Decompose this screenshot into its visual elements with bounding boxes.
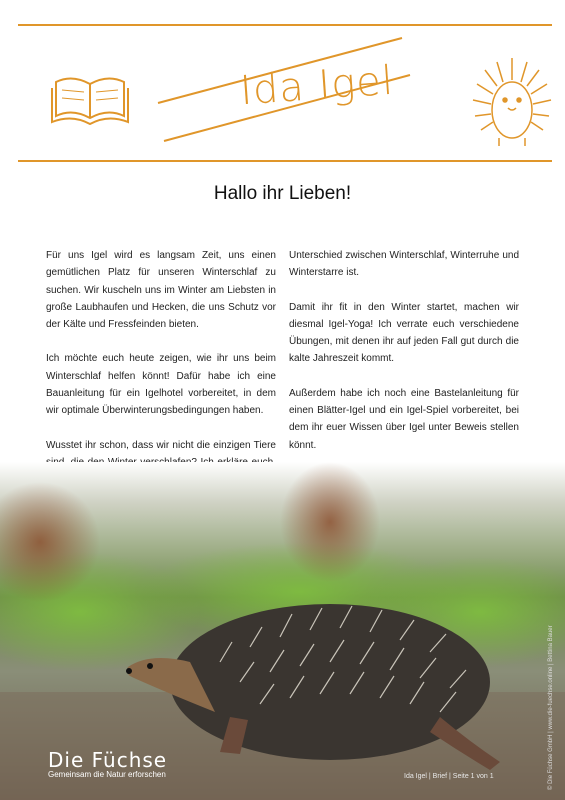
paragraph: Wusstet ihr schon, dass wir nicht die einzigen Tiere	[46, 439, 276, 451]
paragraph: Außerdem habe ich noch eine Bastelanleitung für einen Blätter-Igel und ein Igel-Spiel vorbereitet, bei dem ihr euer Wissen über Igel unter Beweis stellen könnt.	[289, 387, 519, 451]
page-info: Ida Igel | Brief | Seite 1 von 1	[404, 773, 494, 780]
page-title: Ida Igel	[238, 57, 396, 115]
greeting-heading: Hallo ihr Lieben!	[213, 183, 352, 204]
header-top-line	[18, 24, 552, 26]
vertical-credit-text: © Die Füchse GmbH | www.die-fuechse.online | Bettina Bauer	[548, 625, 554, 790]
logo-tagline: Gemeinsam die Natur erforschen	[48, 770, 166, 779]
paragraph: Damit ihr fit in den Winter startet, machen wir diesmal Igel-Yoga! Ich verrate euch verschiedene Übungen, mit denen ihr auf jeden Fall gut durch die kalte Jahreszeit kommt.	[289, 301, 519, 365]
paragraph: Für uns Igel wird es langsam Zeit, uns einen gemütlichen Platz für unseren Winterschlaf zu suchen. Wir kuscheln uns im Winter am Liebsten in große Laubhaufen und Hecken, die uns Schutz vor der Kälte und Fressfeinden bieten.	[46, 250, 276, 331]
book-icon	[50, 70, 130, 125]
hedgehog-icon	[467, 50, 557, 150]
logo-name: Die Füchse	[48, 748, 168, 772]
vertical-credit	[544, 620, 556, 790]
paragraph: Ich möchte euch heute zeigen, wie ihr uns beim Winterschlaf helfen könnt! Dafür habe ich eine Bauanleitung für ein Igelhotel vorbereitet, in dem wir optimale Überwinterungsbedingungen haben.	[46, 353, 276, 417]
die-fuechse-logo	[48, 748, 167, 779]
header-bottom-line	[18, 160, 552, 162]
paragraph: Unterschied zwischen Winterschlaf, Winterruhe und Winterstarre ist.	[289, 250, 519, 279]
